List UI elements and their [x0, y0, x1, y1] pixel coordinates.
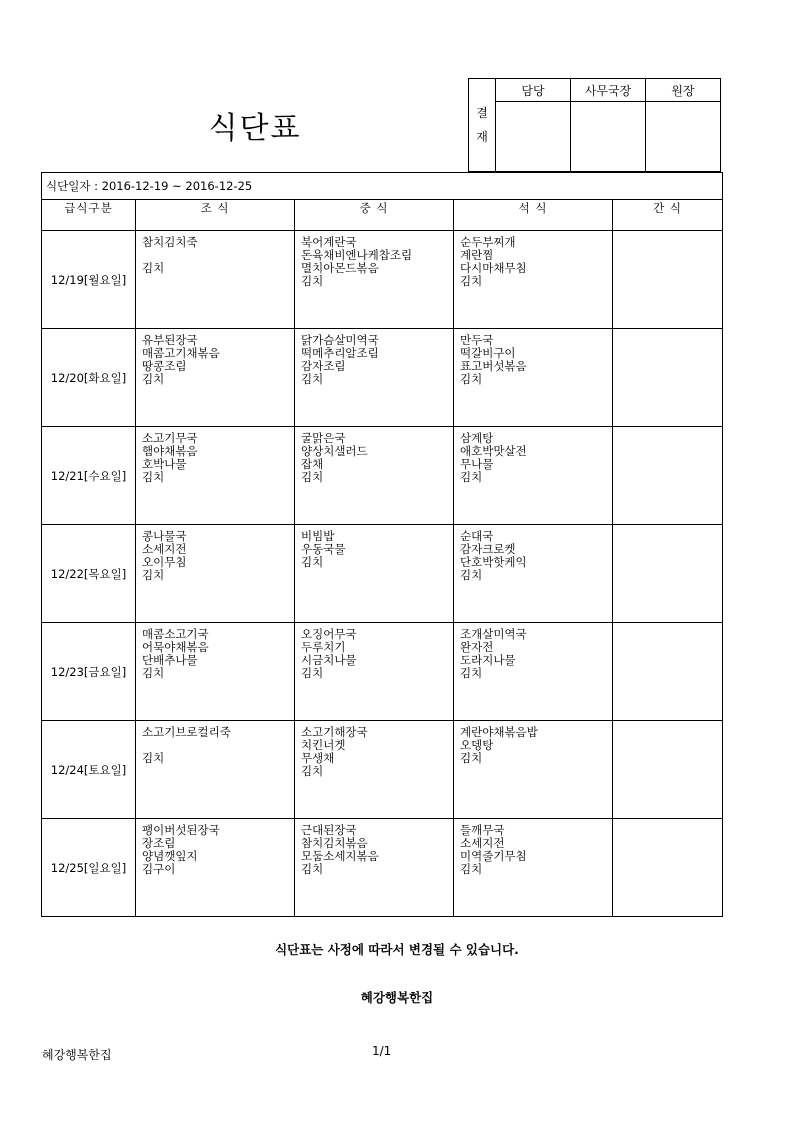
breakfast-cell — [136, 329, 295, 427]
approval-label-text: 결 재 — [476, 106, 488, 144]
snack-items — [613, 427, 722, 432]
breakfast-items — [136, 525, 294, 582]
menu-day-row — [42, 721, 723, 819]
lunch-cell — [295, 329, 454, 427]
menu-item: 김치 — [142, 373, 165, 386]
menu-item: 감자조림 — [301, 360, 346, 373]
lunch-items — [295, 427, 453, 484]
menu-item: 땅콩조림 — [142, 360, 187, 373]
menu-item: 들깨무국 — [460, 824, 505, 837]
dinner-cell — [454, 819, 613, 917]
breakfast-cell — [136, 623, 295, 721]
snack-cell — [613, 231, 723, 329]
dinner-cell — [454, 329, 613, 427]
lunch-cell — [295, 623, 454, 721]
menu-item — [142, 739, 294, 752]
header-lunch: 중 식 — [295, 200, 454, 231]
menu-item: 오징어무국 — [301, 628, 357, 641]
snack-items — [613, 819, 722, 824]
menu-item: 김치 — [460, 752, 483, 765]
footer-page-number: 1/1 — [372, 1044, 392, 1058]
menu-item: 오이무침 — [142, 556, 187, 569]
menu-item: 장조림 — [142, 837, 176, 850]
menu-item: 오뎅탕 — [460, 739, 494, 752]
breakfast-items — [136, 721, 294, 765]
menu-day-row — [42, 623, 723, 721]
menu-item: 햄야채볶음 — [142, 445, 198, 458]
menu-day-row — [42, 819, 723, 917]
menu-item: 소고기무국 — [142, 432, 198, 445]
day-label: 12/19[월요일] — [42, 231, 136, 329]
breakfast-items — [136, 329, 294, 386]
menu-item: 소세지전 — [460, 837, 505, 850]
menu-item: 김치 — [460, 471, 483, 484]
menu-item: 팽이버섯된장국 — [142, 824, 220, 837]
page-title: 식단표 — [208, 111, 302, 146]
menu-item: 잡채 — [301, 458, 324, 471]
menu-item: 김치 — [301, 765, 324, 778]
menu-body — [42, 231, 723, 917]
approval-label — [469, 79, 496, 172]
lunch-cell — [295, 819, 454, 917]
menu-item: 완자전 — [460, 641, 494, 654]
menu-item: 북어계란국 — [301, 236, 357, 249]
approval-box — [468, 78, 721, 172]
menu-item: 순두부찌개 — [460, 236, 516, 249]
menu-period: 식단일자 : 2016-12-19 ~ 2016-12-25 — [42, 173, 723, 200]
breakfast-cell — [136, 721, 295, 819]
dinner-items — [454, 525, 612, 582]
lunch-cell — [295, 231, 454, 329]
menu-item: 콩나물국 — [142, 530, 187, 543]
day-label: 12/21[수요일] — [42, 427, 136, 525]
menu-item: 애호박맛살전 — [460, 445, 527, 458]
snack-items — [613, 525, 722, 530]
dinner-items — [454, 721, 612, 765]
menu-item: 김치 — [301, 863, 324, 876]
snack-cell — [613, 329, 723, 427]
day-label: 12/24[토요일] — [42, 721, 136, 819]
menu-item: 근대된장국 — [301, 824, 357, 837]
snack-cell — [613, 819, 723, 917]
menu-item: 김치 — [301, 667, 324, 680]
menu-item — [142, 249, 294, 262]
menu-day-row — [42, 525, 723, 623]
dinner-items — [454, 819, 612, 876]
menu-item: 순대국 — [460, 530, 494, 543]
menu-item: 우동국물 — [301, 543, 346, 556]
snack-items — [613, 721, 722, 726]
day-label: 12/22[목요일] — [42, 525, 136, 623]
menu-item: 조개살미역국 — [460, 628, 527, 641]
approval-sign-director — [646, 102, 721, 172]
day-label: 12/20[화요일] — [42, 329, 136, 427]
snack-cell — [613, 427, 723, 525]
snack-cell — [613, 525, 723, 623]
menu-item: 소세지전 — [142, 543, 187, 556]
menu-item: 김치 — [142, 262, 165, 275]
menu-item: 비빔밥 — [301, 530, 335, 543]
menu-item: 김치 — [142, 752, 165, 765]
menu-item: 떡메추리알조림 — [301, 347, 379, 360]
menu-item: 김치 — [301, 275, 324, 288]
lunch-items — [295, 623, 453, 680]
breakfast-cell — [136, 525, 295, 623]
menu-item: 만두국 — [460, 334, 494, 347]
menu-day-row — [42, 329, 723, 427]
approval-col-director: 원장 — [646, 79, 721, 102]
menu-item: 매콤고기채볶음 — [142, 347, 220, 360]
menu-item: 도라지나물 — [460, 654, 516, 667]
menu-item: 양념깻잎지 — [142, 850, 198, 863]
lunch-items — [295, 231, 453, 288]
menu-item: 매콤소고기국 — [142, 628, 209, 641]
menu-item: 삼계탕 — [460, 432, 494, 445]
menu-day-row — [42, 231, 723, 329]
menu-item: 계란찜 — [460, 249, 494, 262]
approval-col-manager: 사무국장 — [571, 79, 646, 102]
menu-item: 무생채 — [301, 752, 335, 765]
dinner-items — [454, 231, 612, 288]
lunch-cell — [295, 427, 454, 525]
snack-items — [613, 329, 722, 334]
day-label: 12/25[일요일] — [42, 819, 136, 917]
menu-item: 김치 — [142, 569, 165, 582]
menu-item: 김치 — [142, 471, 165, 484]
menu-item: 김치 — [460, 373, 483, 386]
lunch-cell — [295, 525, 454, 623]
dinner-items — [454, 329, 612, 386]
menu-item: 감자크로켓 — [460, 543, 516, 556]
menu-item: 무나물 — [460, 458, 494, 471]
header-snack: 간 식 — [613, 200, 723, 231]
menu-item: 미역줄기무침 — [460, 850, 527, 863]
breakfast-items — [136, 623, 294, 680]
lunch-items — [295, 329, 453, 386]
menu-item: 두루치기 — [301, 641, 346, 654]
menu-item: 소고기브로컬리죽 — [142, 726, 231, 739]
dinner-cell — [454, 231, 613, 329]
lunch-items — [295, 819, 453, 876]
menu-item: 단호박핫케익 — [460, 556, 527, 569]
snack-cell — [613, 721, 723, 819]
header-dinner: 석 식 — [454, 200, 613, 231]
breakfast-items — [136, 231, 294, 275]
lunch-items — [295, 721, 453, 778]
menu-item: 치킨너겟 — [301, 739, 346, 752]
menu-item: 굴맑은국 — [301, 432, 346, 445]
menu-item: 김치 — [142, 667, 165, 680]
menu-item: 김치 — [301, 471, 324, 484]
snack-items — [613, 231, 722, 236]
menu-item: 시금치나물 — [301, 654, 357, 667]
header-breakfast: 조 식 — [136, 200, 295, 231]
snack-items — [613, 623, 722, 628]
snack-cell — [613, 623, 723, 721]
dinner-items — [454, 623, 612, 680]
organization-name: 혜강행복한집 — [360, 990, 434, 1005]
footer-organization: 혜강행복한집 — [42, 1048, 112, 1062]
menu-table — [41, 172, 723, 917]
approval-sign-manager — [571, 102, 646, 172]
menu-item: 김치 — [460, 275, 483, 288]
breakfast-cell — [136, 427, 295, 525]
menu-item: 떡갈비구이 — [460, 347, 516, 360]
approval-sign-staff — [496, 102, 571, 172]
dinner-items — [454, 427, 612, 484]
menu-item: 양상치샐러드 — [301, 445, 368, 458]
menu-item: 참치김치죽 — [142, 236, 198, 249]
day-label: 12/23[금요일] — [42, 623, 136, 721]
menu-item: 멸치아몬드볶음 — [301, 262, 379, 275]
change-notice: 식단표는 사정에 따라서 변경될 수 있습니다. — [275, 942, 519, 957]
menu-item: 김치 — [301, 556, 324, 569]
menu-item: 김치 — [460, 863, 483, 876]
breakfast-cell — [136, 231, 295, 329]
menu-item: 모둠소세지볶음 — [301, 850, 379, 863]
dinner-cell — [454, 623, 613, 721]
breakfast-items — [136, 819, 294, 876]
breakfast-cell — [136, 819, 295, 917]
menu-item: 소고기해장국 — [301, 726, 368, 739]
menu-item: 김치 — [460, 569, 483, 582]
menu-item: 단배추나물 — [142, 654, 198, 667]
menu-item: 표고버섯볶음 — [460, 360, 527, 373]
dinner-cell — [454, 721, 613, 819]
menu-item: 어묵야채볶음 — [142, 641, 209, 654]
menu-item: 계란야채볶음밥 — [460, 726, 538, 739]
menu-item: 돈육채비엔나케찹조림 — [301, 249, 413, 262]
menu-item: 유부된장국 — [142, 334, 198, 347]
menu-item: 김치 — [460, 667, 483, 680]
dinner-cell — [454, 427, 613, 525]
menu-item: 닭가슴살미역국 — [301, 334, 379, 347]
breakfast-items — [136, 427, 294, 484]
dinner-cell — [454, 525, 613, 623]
menu-item: 김구이 — [142, 863, 176, 876]
menu-item: 호박나물 — [142, 458, 187, 471]
menu-item: 다시마채무침 — [460, 262, 527, 275]
header-category: 급식구분 — [42, 200, 136, 231]
lunch-items — [295, 525, 453, 569]
menu-day-row — [42, 427, 723, 525]
menu-item: 참치김치볶음 — [301, 837, 368, 850]
menu-item: 김치 — [301, 373, 324, 386]
approval-col-staff: 담당 — [496, 79, 571, 102]
lunch-cell — [295, 721, 454, 819]
